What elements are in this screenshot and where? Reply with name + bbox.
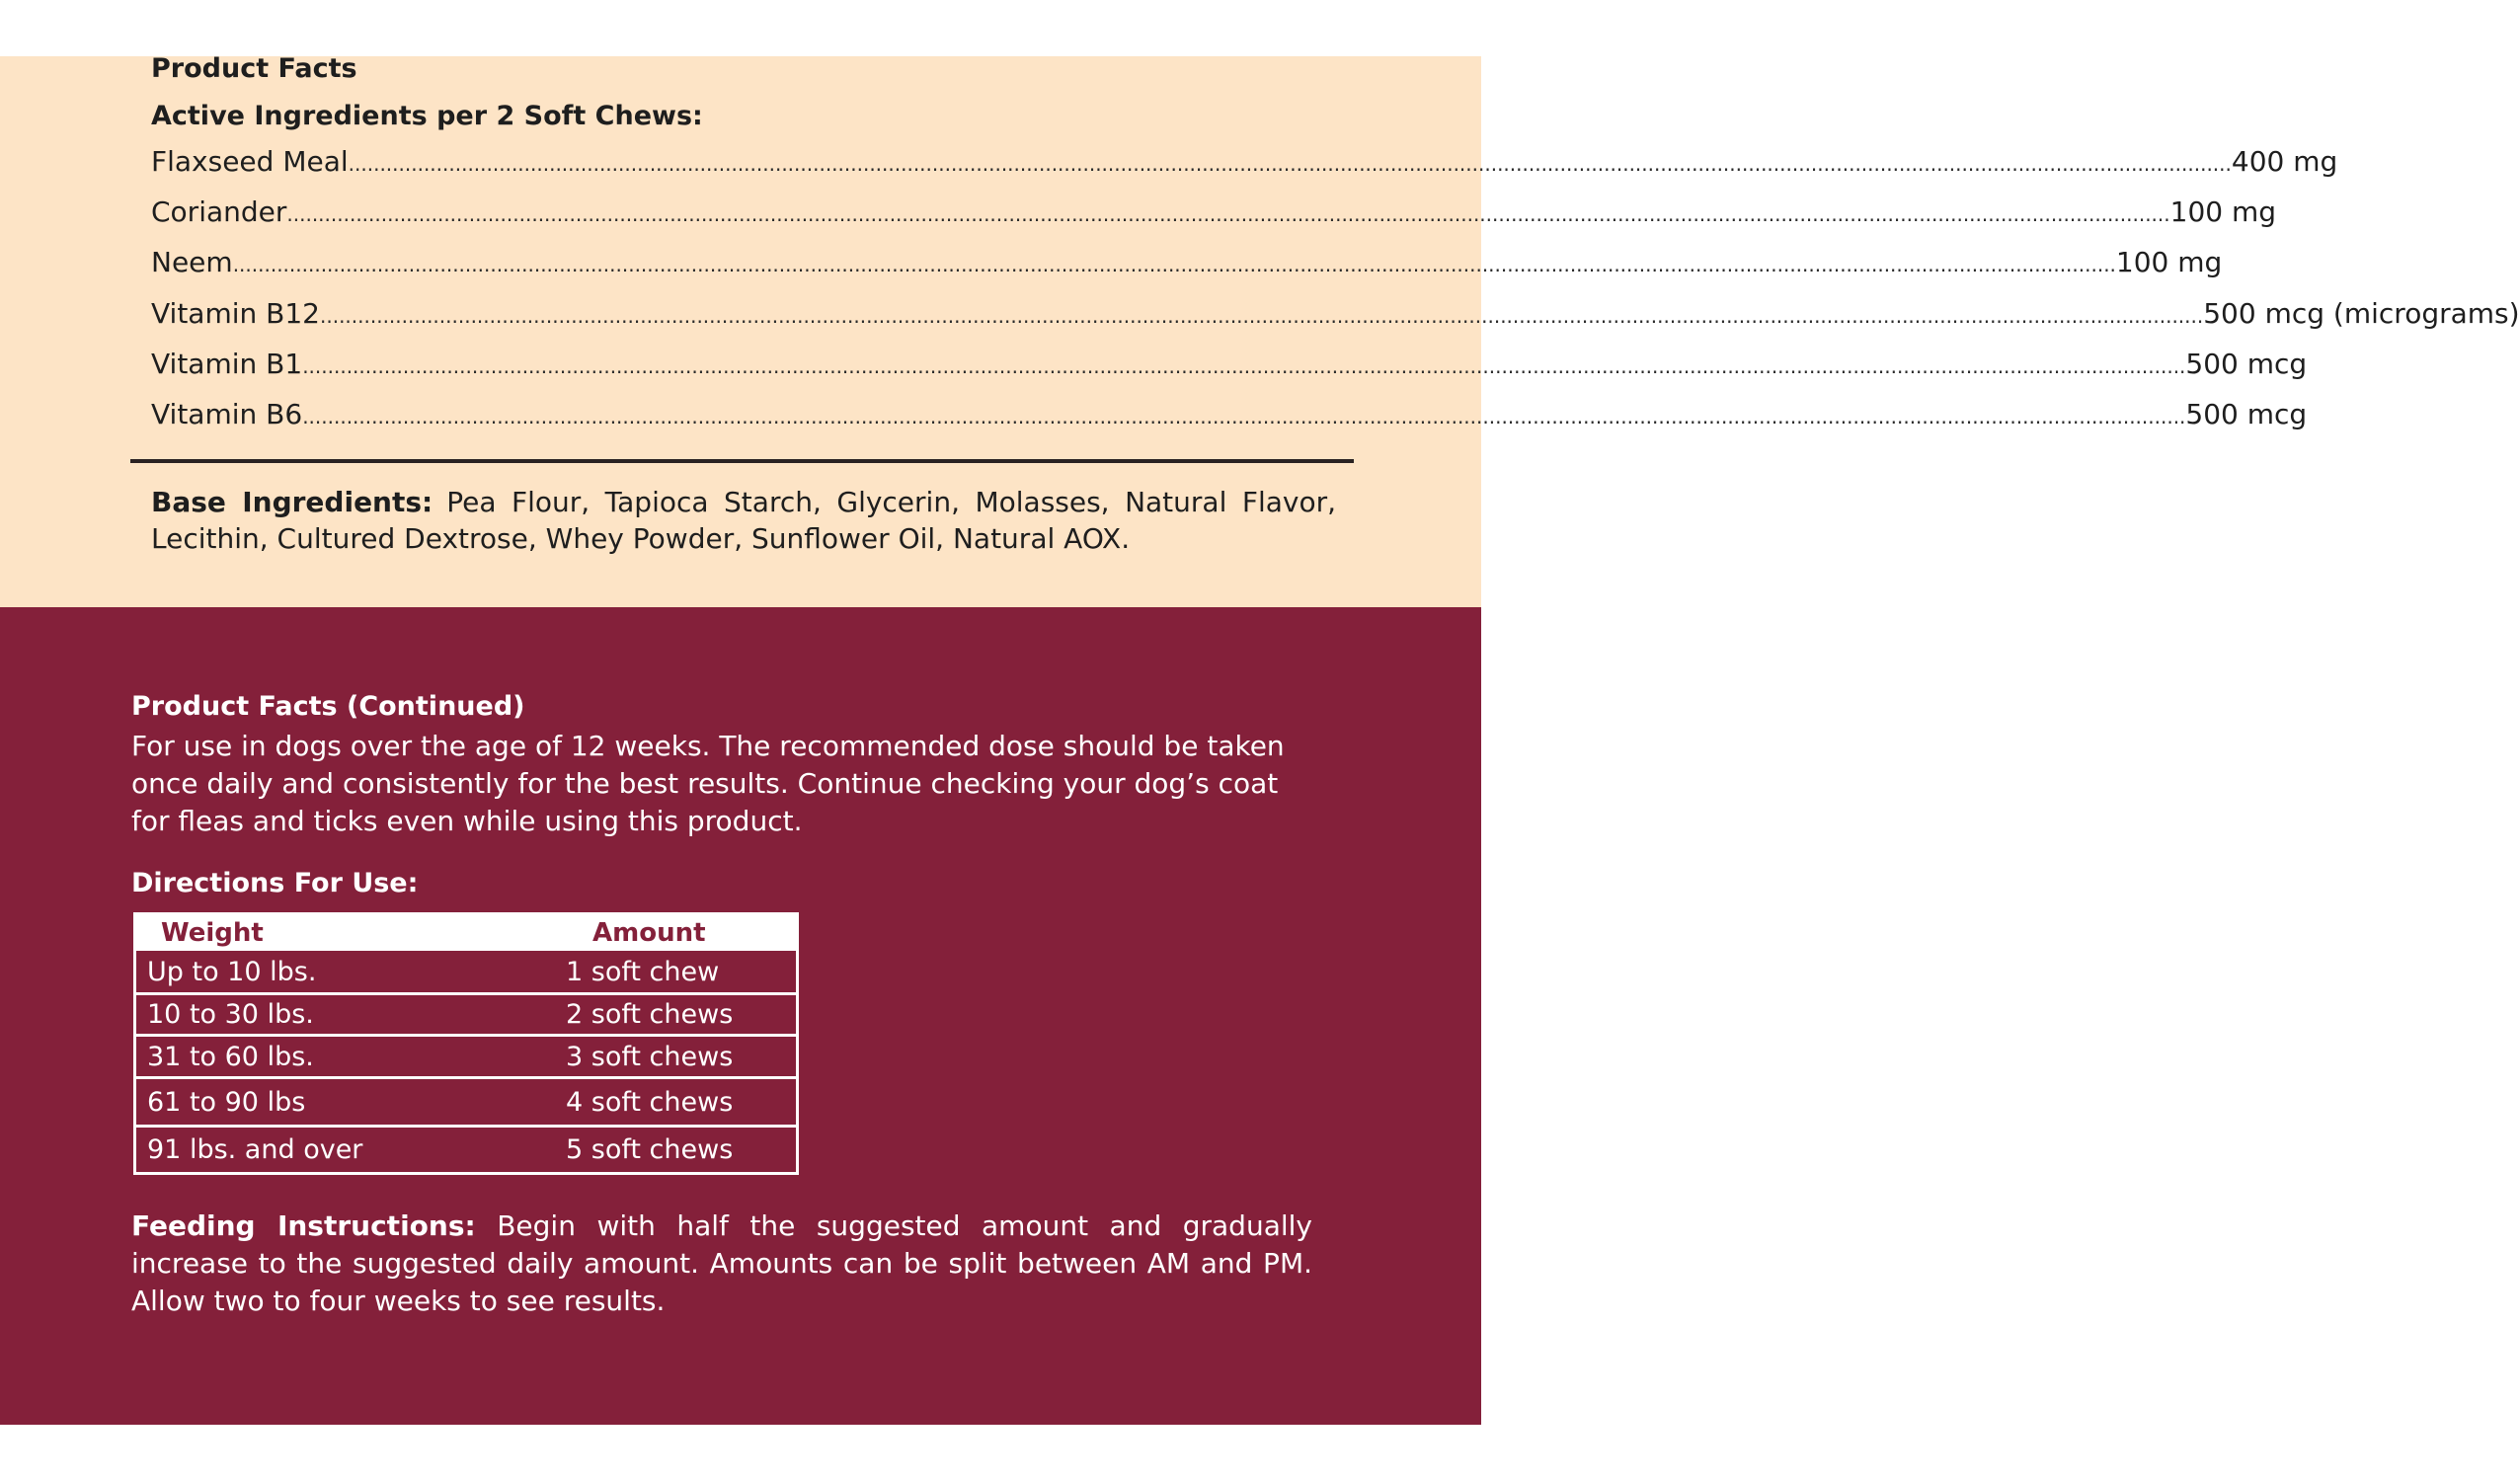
ingredient-row [151, 347, 2308, 398]
ingredient-amount: 500 mcg [2185, 347, 2308, 380]
weight-cell: 91 lbs. and over [147, 1134, 363, 1165]
ingredient-amount: 100 mg [2169, 195, 2277, 229]
dot-leader: ............................................................................................................................................................................................................................................................................................................ [302, 353, 2186, 378]
table-row [136, 1079, 796, 1125]
directions-table [133, 912, 799, 1175]
continued-title: Product Facts (Continued) [131, 691, 525, 722]
header-amount: Amount [592, 918, 706, 948]
ingredient-row [151, 246, 2223, 296]
feeding-instructions-text: Begin with half the suggested amount and gradually increase to the suggested daily amount. Amounts can be split between AM and PM. Allow two to four weeks to see results. [131, 1209, 1312, 1317]
ingredient-name: Flaxseed Meal [151, 145, 349, 178]
table-row [136, 1128, 796, 1172]
ingredient-amount: 500 mcg (micrograms) [2203, 296, 2520, 330]
ingredient-row [151, 145, 2338, 195]
amount-cell: 4 soft chews [566, 1086, 734, 1118]
ingredient-amount: 400 mg [2231, 145, 2338, 178]
table-row [136, 951, 796, 992]
weight-cell: 61 to 90 lbs [147, 1086, 306, 1118]
base-ingredients-label: Base Ingredients: [151, 486, 433, 518]
weight-cell: 10 to 30 lbs. [147, 999, 314, 1030]
product-facts-continued-panel [0, 607, 1481, 1425]
dot-leader: ............................................................................................................................................................................................................................................................................................................ [348, 152, 2232, 176]
header-weight: Weight [161, 918, 264, 948]
ingredient-row [151, 195, 2277, 246]
weight-cell: 31 to 60 lbs. [147, 1041, 314, 1072]
ingredient-amount: 500 mcg [2185, 397, 2308, 430]
amount-cell: 1 soft chew [566, 956, 720, 987]
ingredient-row [151, 296, 2520, 348]
feeding-instructions [131, 1208, 1312, 1320]
table-header [136, 915, 796, 951]
amount-cell: 5 soft chews [566, 1134, 734, 1165]
dot-leader: ............................................................................................................................................................................................................................................................................................................ [232, 253, 2116, 277]
ingredient-name: Coriander [151, 195, 287, 229]
ingredient-amount: 100 mg [2115, 246, 2223, 279]
base-ingredients-text: Pea Flour, Tapioca Starch, Glycerin, Molasses, Natural Flavor, Lecithin, Cultured Dextrose, Whey Powder, Sunflower Oil, Natural AOX. [151, 486, 1336, 555]
active-ingredients-list [151, 145, 2520, 448]
active-ingredients-title: Active Ingredients per 2 Soft Chews: [151, 101, 703, 131]
dot-leader: ............................................................................................................................................................................................................................................................................................................ [302, 404, 2186, 429]
product-facts-panel [0, 53, 2520, 607]
amount-cell: 3 soft chews [566, 1041, 734, 1072]
ingredient-row [151, 397, 2308, 448]
section-divider [130, 459, 1354, 463]
continued-body: For use in dogs over the age of 12 weeks. The recommended dose should be taken once daily and consistently for the best results. Continue checking your dog’s coat for fleas and ticks even while using this product. [131, 730, 1285, 837]
base-ingredients [151, 484, 1336, 557]
table-row [136, 1037, 796, 1076]
dot-leader: ............................................................................................................................................................................................................................................................................................................ [320, 303, 2204, 328]
ingredient-name: Vitamin B1 [151, 347, 303, 380]
ingredient-name: Neem [151, 246, 233, 279]
table-row [136, 995, 796, 1034]
ingredient-name: Vitamin B6 [151, 397, 303, 430]
amount-cell: 2 soft chews [566, 999, 734, 1030]
product-facts-title: Product Facts [151, 53, 357, 84]
ingredient-name: Vitamin B12 [151, 296, 320, 330]
feeding-instructions-label: Feeding Instructions: [131, 1209, 476, 1242]
dot-leader: ............................................................................................................................................................................................................................................................................................................ [286, 202, 2170, 227]
weight-cell: Up to 10 lbs. [147, 956, 317, 987]
directions-title: Directions For Use: [131, 868, 419, 898]
